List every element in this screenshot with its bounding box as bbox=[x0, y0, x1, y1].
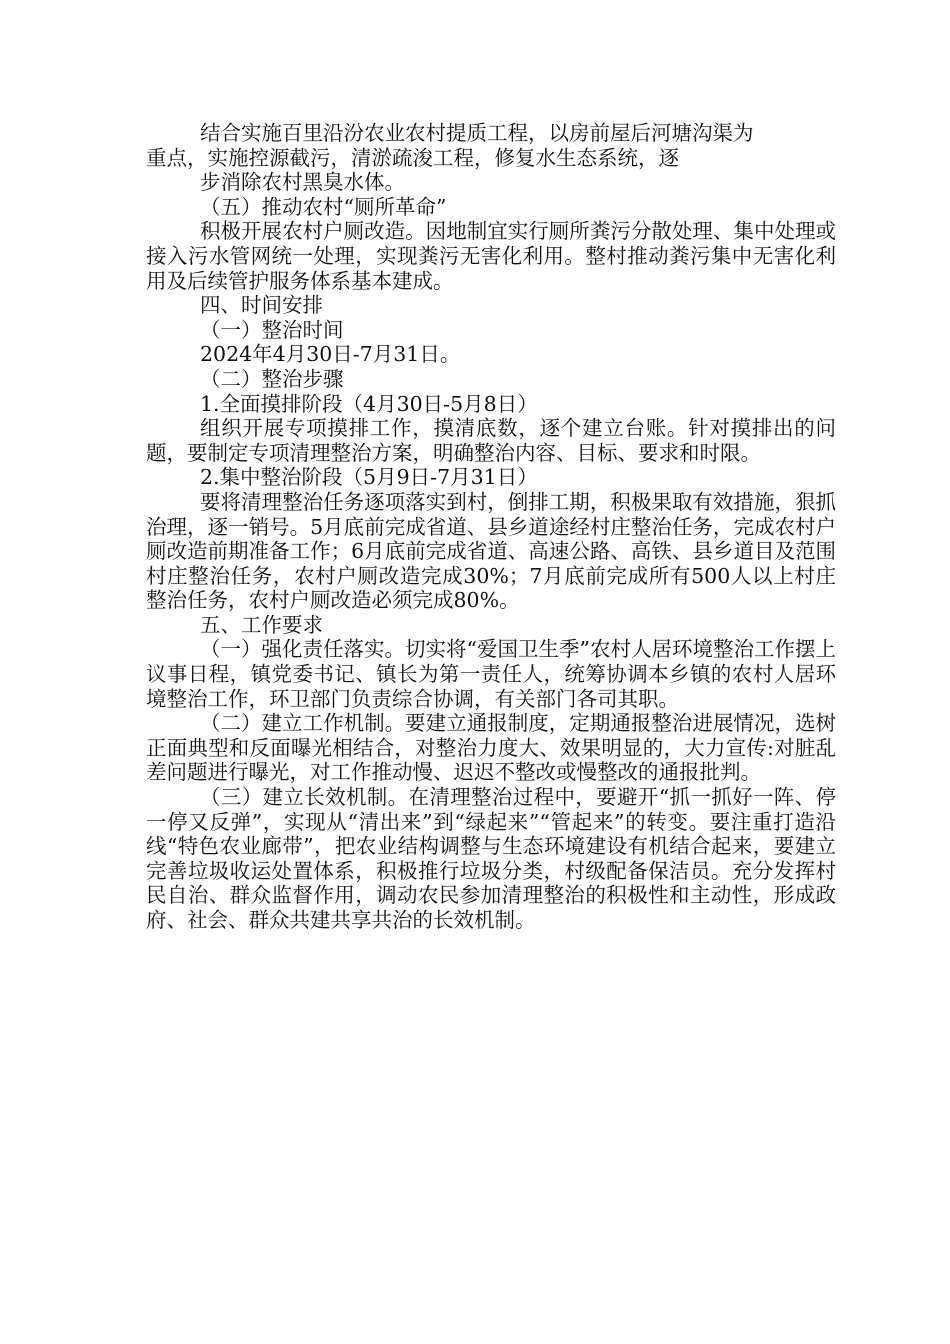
date-range: 2024年4月30日-7月31日。 bbox=[200, 342, 461, 367]
paragraph-step-1: 组织开展专项摸排工作，摸清底数，逐个建立台账。针对摸排出的问题，要制定专项清理整治方案，明确整治内容、目标、要求和时限。 bbox=[146, 416, 836, 465]
paragraph-toilet: 积极开展农村户厕改造。因地制宜实行厕所粪污分散处理、集中处理或接入污水管网统一处理，实现粪污无害化利用。整村推动粪污集中无害化利用及后续管护服务体系基本建成。 bbox=[146, 219, 836, 293]
paragraph-long-term-mechanism: （三）建立长效机制。在清理整治过程中，要避开“抓一抓好一阵、停一停又反弹”，实现从“清出来”到“绿起来”“管起来”的转变。要注重打造沿线“特色农业廊带”，把农业结构调整与生态环境建设有机结合起来，要建立完善垃圾收运处置体系，积极推行垃圾分类，村级配备保洁员。充分发挥村民自治、群众监督作用，调动农民参加清理整治的积极性和主动性，形成政府、社会、群众共建共享共治的长效机制。 bbox=[146, 785, 836, 932]
paragraph-step-2: 要将清理整治任务逐项落实到村，倒排工期，积极果取有效措施，狠抓治理，逐一销号。5月底前完成省道、县乡道途经村庄整治任务，完成农村户厕改造前期准备工作；6月底前完成省道、高速公路、高铁、县乡道目及范围村庄整治任务，农村户厕改造完成30%；7月底前完成所有500人以上村庄整治任务，农村户厕改造必须完成80%。 bbox=[146, 489, 836, 613]
paragraph-line: 结合实施百里沿汾农业农村提质工程，以房前屋后河塘沟渠为 bbox=[200, 121, 754, 145]
step-1-heading: 1.全面摸排阶段（4月30日-5月8日） bbox=[200, 391, 538, 416]
section-heading-schedule: 四、时间安排 bbox=[200, 293, 323, 318]
section-heading-toilet-revolution: （五）推动农村“厕所革命” bbox=[200, 194, 447, 219]
paragraph-responsibility: （一）强化责任落实。切实将“爱国卫生季”农村人居环境整治工作摆上议事日程，镇党委书记、镇长为第一责任人，统筹协调本乡镇的农村人居环境整治工作，环卫部门负责综合协调，有关部门各司其职。 bbox=[146, 637, 836, 711]
section-heading-requirements: 五、工作要求 bbox=[200, 612, 323, 637]
paragraph-line: 重点，实施控源截污，清淤疏浚工程，修复水生态系统，逐 bbox=[146, 145, 679, 170]
document-body bbox=[146, 121, 836, 933]
subheading-rectification-steps: （二）整治步骤 bbox=[200, 366, 344, 391]
paragraph-water-body bbox=[146, 121, 836, 195]
step-2-heading: 2.集中整治阶段（5月9日-7月31日） bbox=[200, 465, 538, 490]
paragraph-line: 步消除农村黑臭水体。 bbox=[200, 170, 405, 195]
paragraph-work-mechanism: （二）建立工作机制。要建立通报制度，定期通报整治进展情况，选树正面典型和反面曝光相结合，对整治力度大、效果明显的，大力宣传:对脏乱差问题进行曝光，对工作推动慢、迟迟不整改或慢整改的通报批判。 bbox=[146, 711, 836, 785]
subheading-rectification-time: （一）整治时间 bbox=[200, 317, 344, 342]
